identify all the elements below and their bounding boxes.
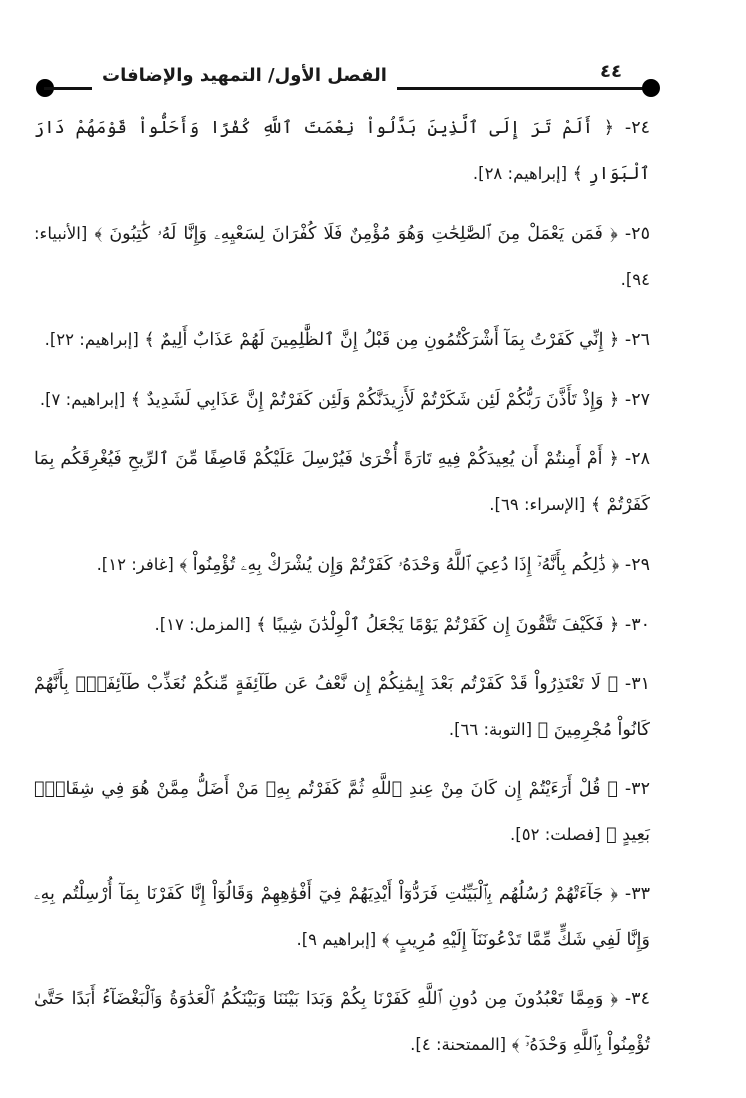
surah-reference: [المزمل: ١٧]. (154, 615, 251, 634)
verse-entry-34 (34, 977, 650, 1068)
entry-number: ٣٤- (617, 989, 650, 1009)
verse-list (34, 106, 650, 1082)
quran-verse: ﴿ قُلْ أَرَءَيْتُمْ إِن كَانَ مِنْ عِندِ ٱللَّهِ ثُمَّ كَفَرْتُم بِهِۦ مَنْ أَضَلُّ مِمَّنْ هُوَ فِي شِقَاقٍۭ بَعِيدٍ ﴾ (34, 779, 650, 845)
verse-entry-24 (34, 106, 650, 197)
entry-number: ٣٢- (617, 779, 650, 799)
entry-number: ٢٨- (618, 449, 650, 469)
verse-entry-25 (34, 211, 650, 303)
entry-number: ٣٠- (619, 615, 650, 635)
page-number: ٤٤ (592, 58, 630, 86)
surah-reference: [إبراهيم: ٢٢]. (44, 330, 139, 349)
entry-number: ٢٤- (614, 118, 650, 138)
verse-entry-30 (34, 602, 650, 648)
surah-reference: [إبراهيم: ٢٨]. (472, 164, 568, 183)
verse-entry-33 (34, 872, 650, 963)
quran-verse: ﴿ جَآءَتْهُمْ رُسُلُهُم بِٱلْبَيِّنَٰتِ فَرَدُّوٓاْ أَيْدِيَهُمْ فِيٓ أَفْوَٰهِهِمْ وَقَالُوٓاْ إِنَّا كَفَرْنَا بِمَآ أُرْسِلْتُم بِهِۦ وَإِنَّا لَفِي شَكٍّ مِّمَّا تَدْعُونَنَآ إِلَيْهِ مُرِيبٍ ﴾ (34, 884, 650, 950)
chapter-title: الفصل الأول/ التمهيد والإضافات (92, 62, 397, 90)
surah-reference: [إبراهيم: ٧]. (39, 390, 126, 409)
quran-verse: ﴿ فَكَيْفَ تَتَّقُونَ إِن كَفَرْتُمْ يَوْمًا يَجْعَلُ ٱلْوِلْدَٰنَ شِيبًا ﴾ (256, 615, 620, 635)
entry-number: ٣١- (618, 674, 650, 694)
surah-reference: [فصلت: ٥٢]. (510, 825, 601, 844)
surah-reference: [الممتحنة: ٤]. (410, 1035, 507, 1054)
entry-number: ٢٩- (619, 555, 650, 575)
entry-number: ٢٦- (619, 330, 650, 350)
verse-entry-28 (34, 437, 650, 528)
quran-verse: ﴿ لَا تَعْتَذِرُواْ قَدْ كَفَرْتُم بَعْدَ إِيمَٰنِكُمْ إِن نَّعْفُ عَن طَآئِفَةٍ مِّنكُمْ نُعَذِّبْ طَآئِفَةًۢ بِأَنَّهُمْ كَانُواْ مُجْرِمِينَ ﴾ (34, 674, 650, 740)
surah-reference: [الأنبياء: ٩٤]. (34, 224, 650, 289)
verse-entry-26 (34, 317, 650, 363)
surah-reference: [إبراهيم ٩]. (296, 930, 377, 949)
quran-verse: ﴿ أَلَمْ تَرَ إِلَى ٱلَّذِينَ بَدَّلُواْ نِعْمَتَ ٱللَّهِ كُفْرًا وَأَحَلُّواْ قَوْمَهُمْ دَارَ ٱلْبَوَارِ ﴾ (34, 118, 650, 184)
verse-entry-32 (34, 767, 650, 858)
surah-reference: [غافر: ١٢]. (96, 555, 174, 574)
entry-number: ٢٥- (617, 224, 650, 244)
quran-verse: ﴿ إِنِّي كَفَرْتُ بِمَآ أَشْرَكْتُمُونِ مِن قَبْلُ إِنَّ ٱلظَّٰلِمِينَ لَهُمْ عَذَابٌ أَلِيمٌ ﴾ (144, 330, 620, 350)
entry-number: ٢٧- (619, 390, 650, 410)
quran-verse: ﴿ ذَٰلِكُم بِأَنَّهُۥٓ إِذَا دُعِيَ ٱللَّهُ وَحْدَهُۥ كَفَرْتُمْ وَإِن يُشْرَكْ بِهِۦ تُؤْمِنُواْ ﴾ (179, 555, 620, 575)
surah-reference: [الإسراء: ٦٩]. (489, 495, 586, 514)
quran-verse: ﴿ وَمِمَّا تَعْبُدُونَ مِن دُونِ ٱللَّهِ كَفَرْنَا بِكُمْ وَبَدَا بَيْنَنَا وَبَيْنَكُمُ ٱلْعَدَٰوَةُ وَٱلْبَغْضَآءُ أَبَدًا حَتَّىٰ تُؤْمِنُواْ بِٱللَّهِ وَحْدَهُۥٓ ﴾ (34, 989, 650, 1055)
verse-entry-31 (34, 662, 650, 753)
surah-reference: [التوبة: ٦٦]. (448, 720, 533, 739)
quran-verse: ﴿ فَمَن يَعْمَلْ مِنَ ٱلصَّٰلِحَٰتِ وَهُوَ مُؤْمِنٌ فَلَا كُفْرَانَ لِسَعْيِهِۦ وَإِنَّا لَهُۥ كَٰتِبُونَ ﴾ (94, 224, 618, 244)
entry-number: ٣٣- (618, 884, 650, 904)
verse-entry-29 (34, 542, 650, 588)
header-right-dot (642, 79, 660, 97)
running-header (36, 58, 660, 102)
quran-verse: ﴿ وَإِذْ تَأَذَّنَ رَبُّكُمْ لَئِن شَكَرْتُمْ لَأَزِيدَنَّكُمْ وَلَئِن كَفَرْتُمْ إِنَّ عَذَابِي لَشَدِيدٌ ﴾ (130, 390, 620, 410)
verse-entry-27 (34, 377, 650, 423)
quran-verse: ﴿ أَمْ أَمِنتُمْ أَن يُعِيدَكُمْ فِيهِ تَارَةً أُخْرَىٰ فَيُرْسِلَ عَلَيْكُمْ قَاصِفًا مِّنَ ٱلرِّيحِ فَيُغْرِقَكُم بِمَا كَفَرْتُمْ ﴾ (34, 449, 650, 515)
